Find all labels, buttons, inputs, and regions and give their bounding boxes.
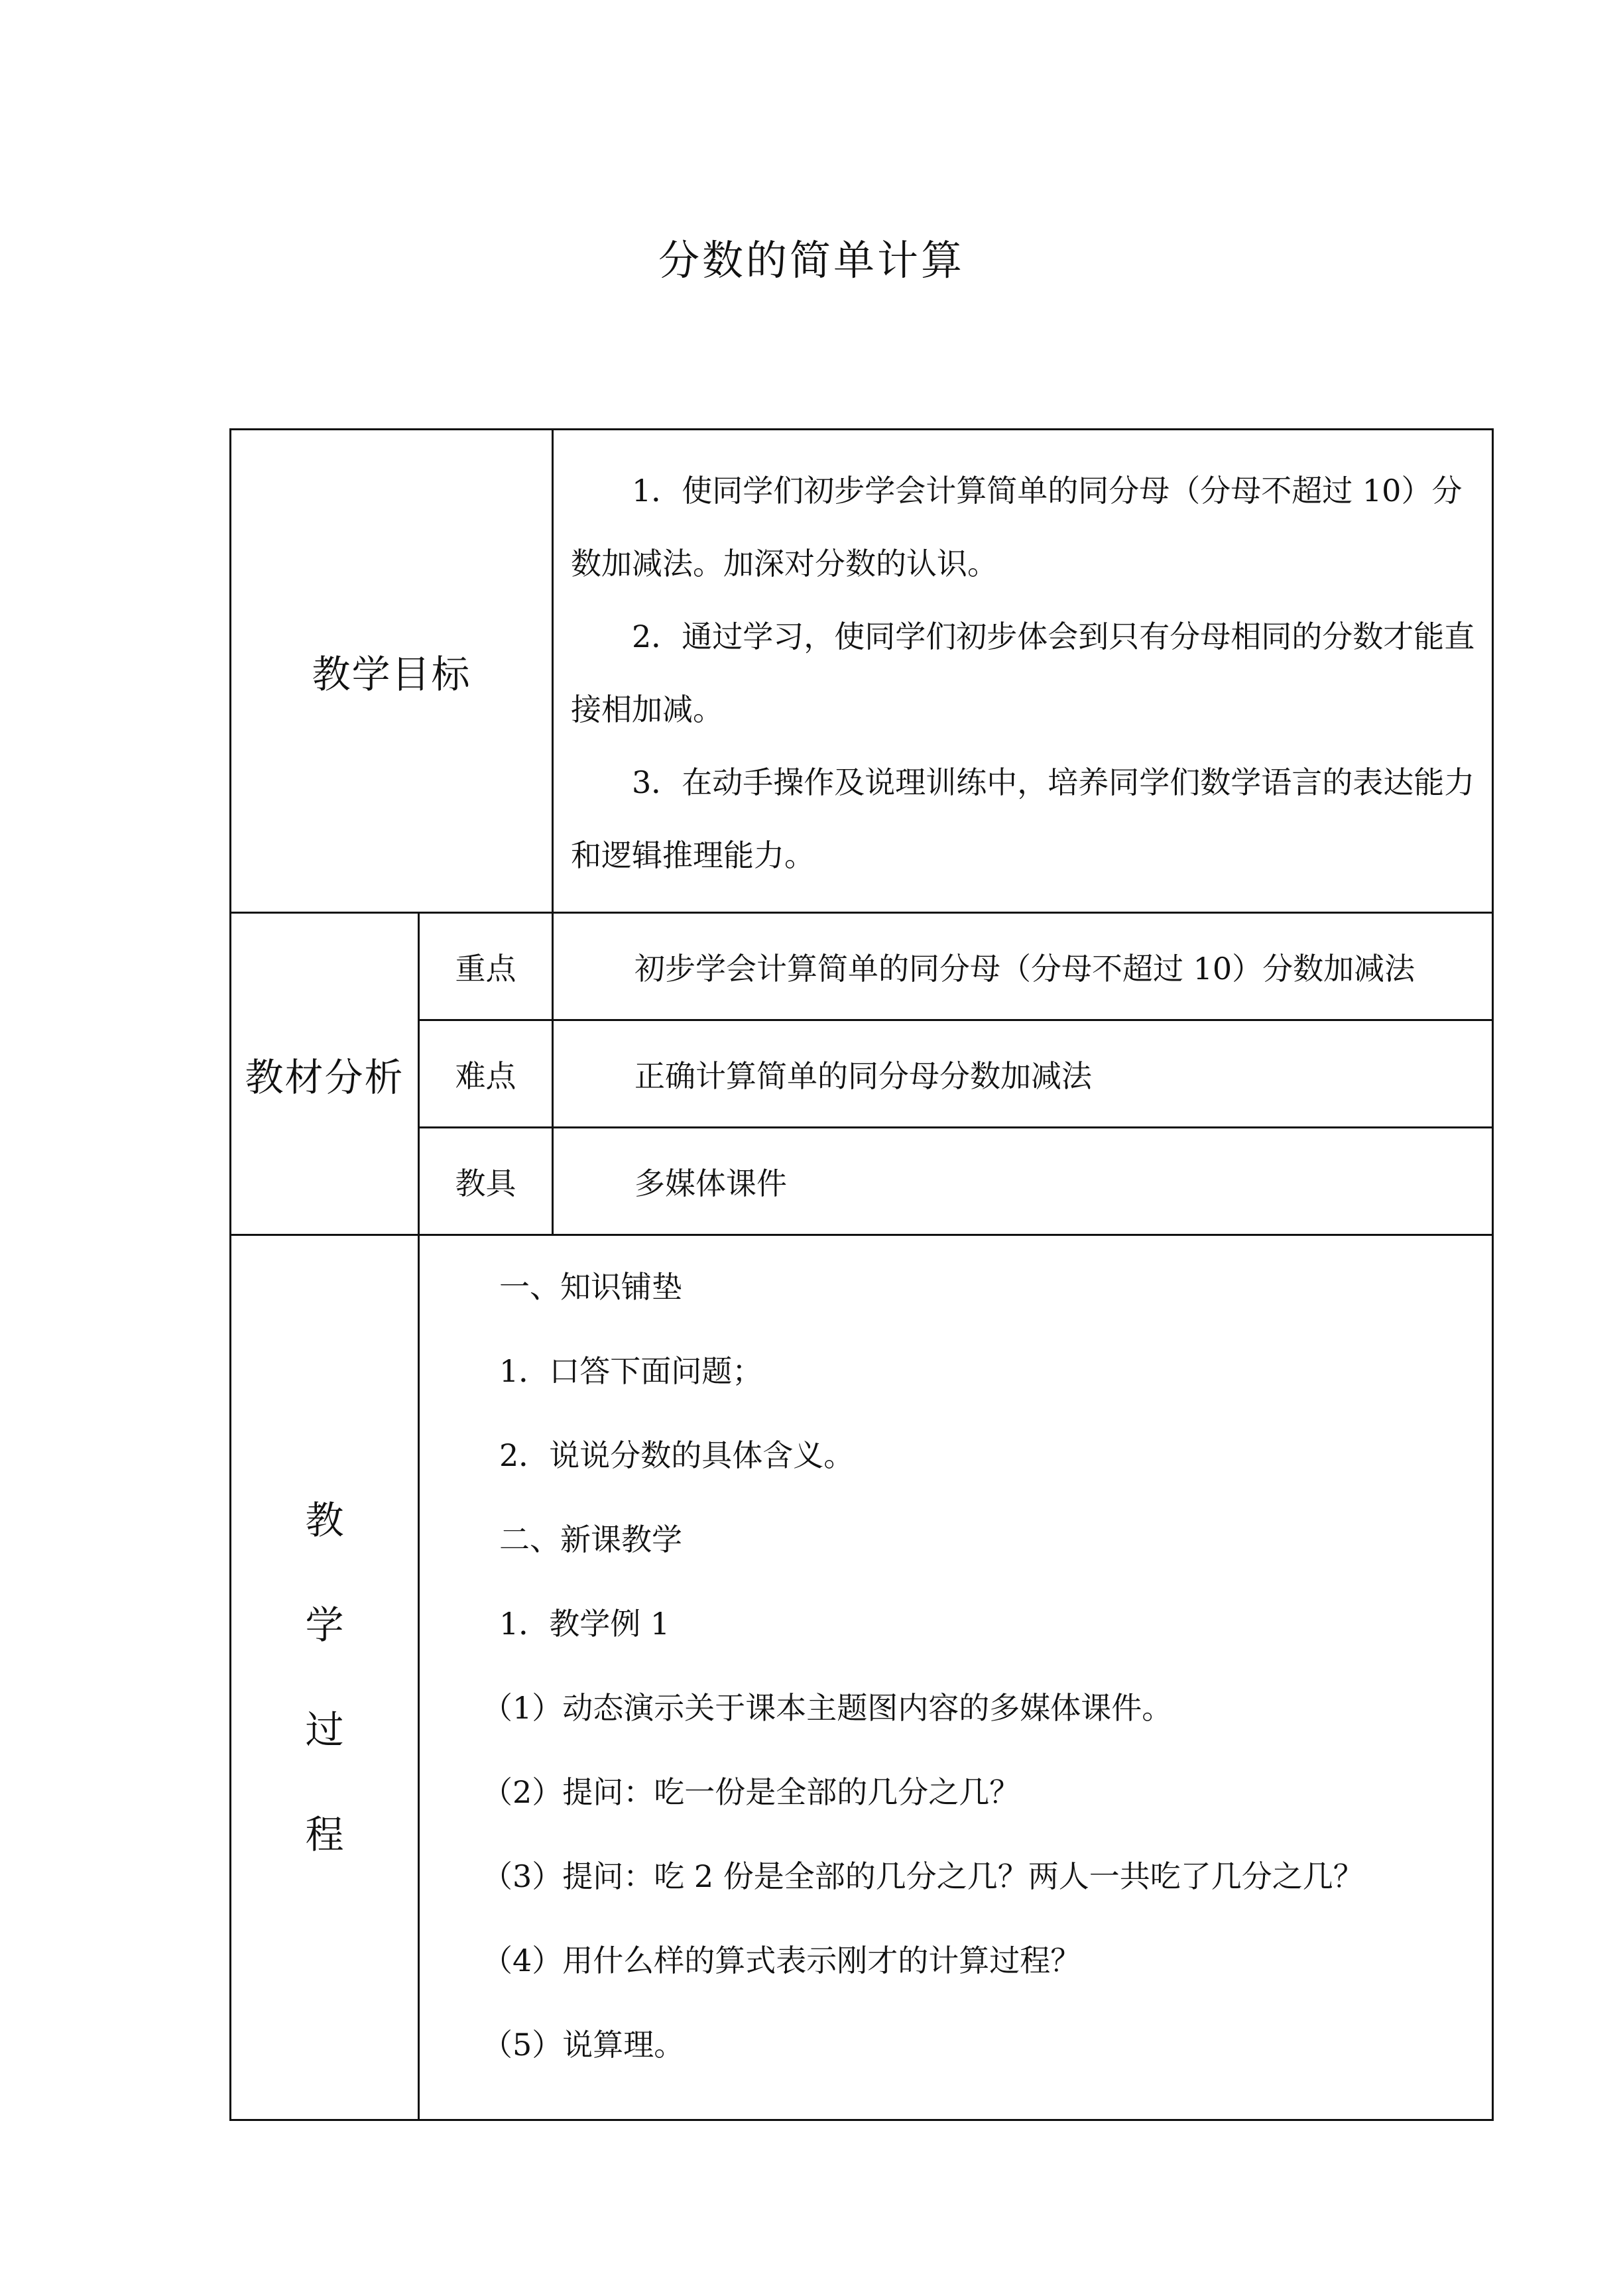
process-label-char: 过 — [305, 1707, 344, 1752]
objective-item: 3．在动手操作及说理训练中，培养同学们数学语言的表达能力和逻辑推理能力。 — [571, 764, 1475, 873]
process-line: 一、知识铺垫 — [499, 1269, 682, 1305]
analysis-row-text: 多媒体课件 — [553, 1128, 1493, 1235]
analysis-row-label: 难点 — [419, 1020, 553, 1128]
objectives-label: 教学目标 — [231, 430, 553, 913]
analysis-row-label: 教具 — [419, 1128, 553, 1235]
analysis-row-text: 初步学会计算简单的同分母（分母不超过 10）分数加减法 — [553, 913, 1493, 1020]
objectives-row — [231, 430, 1493, 913]
process-line: （2）提问：吃一份是全部的几分之几？ — [482, 1774, 1020, 1810]
process-label-char: 学 — [305, 1602, 344, 1648]
process-line: （3）提问：吃 2 份是全部的几分之几？两人一共吃了几分之几？ — [482, 1858, 1364, 1894]
lesson-plan-table — [229, 428, 1494, 2121]
process-line: 二、新课教学 — [499, 1522, 682, 1557]
document-title: 分数的简单计算 — [658, 236, 965, 284]
analysis-label: 教材分析 — [231, 913, 419, 1235]
process-line: （4）用什么样的算式表示刚才的计算过程？ — [482, 1943, 1081, 1978]
analysis-row-difficulty — [231, 1020, 1493, 1128]
process-row — [231, 1235, 1493, 2120]
analysis-row-tools — [231, 1128, 1493, 1235]
process-label — [231, 1235, 419, 2120]
process-line: 1．教学例 1 — [499, 1606, 670, 1642]
process-line: 2．说说分数的具体含义。 — [499, 1437, 855, 1473]
analysis-row-key-point — [231, 913, 1493, 1020]
process-line: （1）动态演示关于课本主题图内容的多媒体课件。 — [482, 1690, 1173, 1726]
analysis-row-label: 重点 — [419, 913, 553, 1020]
objectives-content — [553, 430, 1493, 913]
objective-item: 1．使同学们初步学会计算简单的同分母（分母不超过 10）分数加减法。加深对分数的认识。 — [571, 473, 1463, 581]
objective-item: 2．通过学习，使同学们初步体会到只有分母相同的分数才能直接相加减。 — [571, 619, 1475, 727]
analysis-row-text: 正确计算简单的同分母分数加减法 — [553, 1020, 1493, 1128]
process-label-char: 程 — [305, 1812, 344, 1857]
process-line: 1．口答下面问题； — [499, 1353, 763, 1389]
process-line: （5）说算理。 — [482, 2027, 685, 2063]
process-label-char: 教 — [305, 1498, 344, 1543]
process-content — [419, 1235, 1493, 2120]
